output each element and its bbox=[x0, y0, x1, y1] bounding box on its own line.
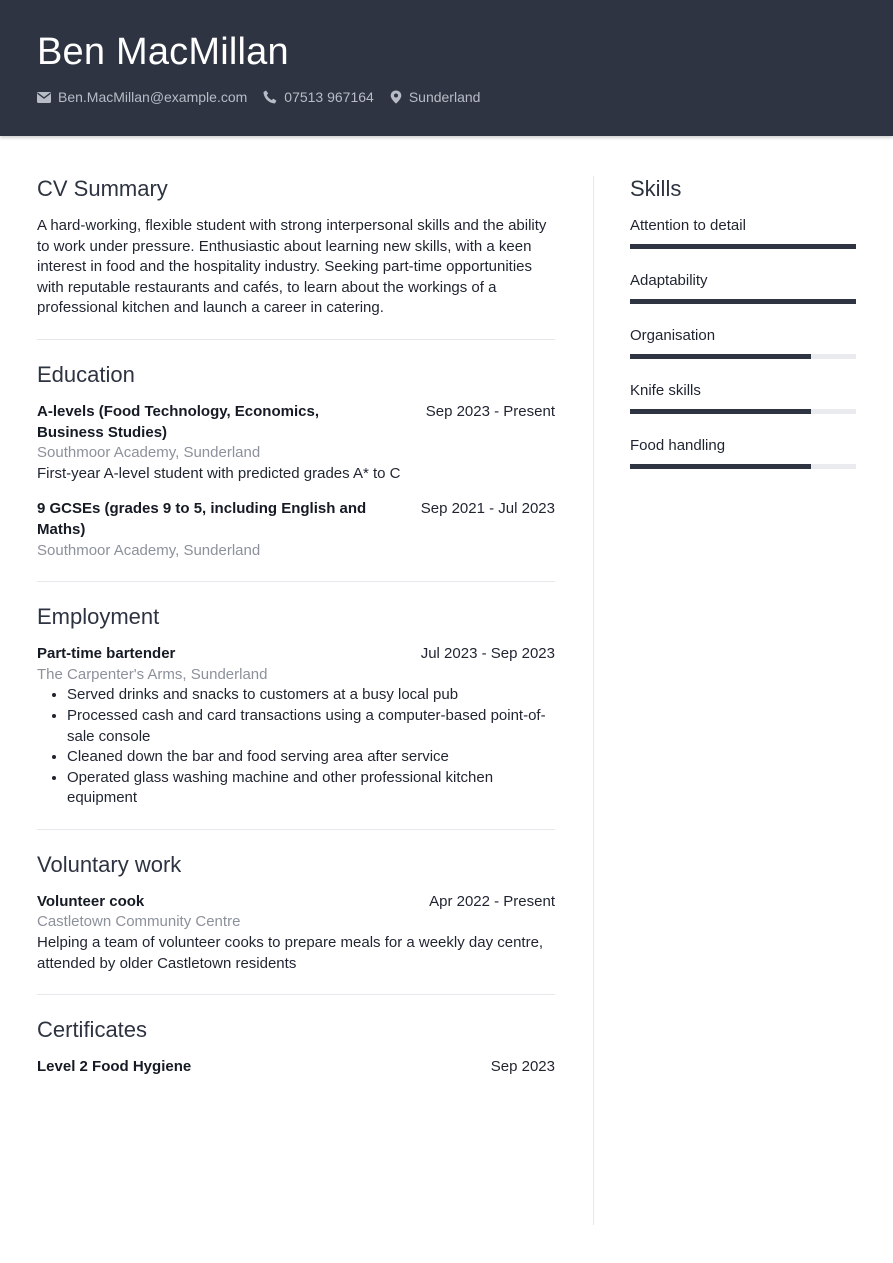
skill-name: Knife skills bbox=[630, 382, 701, 399]
location-text: Sunderland bbox=[408, 89, 481, 105]
voluntary-section bbox=[37, 852, 555, 995]
entry-title: Volunteer cook bbox=[37, 892, 145, 910]
entry-description: First-year A-level student with predicted grades A* to C bbox=[37, 464, 401, 482]
section-title: Skills bbox=[630, 176, 682, 201]
section-title: Employment bbox=[37, 604, 160, 630]
education-entry bbox=[37, 402, 555, 484]
skill-item bbox=[630, 271, 856, 304]
main-column bbox=[37, 176, 555, 1120]
skills-list bbox=[630, 216, 856, 469]
list-item: • Served drinks and snacks to customers at a busy local pub bbox=[67, 685, 555, 706]
skill-name: Attention to detail bbox=[630, 217, 746, 234]
skill-name: Food handling bbox=[630, 437, 726, 454]
skill-level-track bbox=[630, 409, 856, 414]
envelope-icon bbox=[37, 92, 51, 103]
skill-level-bar bbox=[630, 244, 856, 249]
entry-organisation: Southmoor Academy, Sunderland bbox=[37, 541, 261, 559]
contact-phone[interactable] bbox=[263, 89, 374, 105]
entry-organisation: Castletown Community Centre bbox=[37, 913, 241, 931]
column-divider bbox=[593, 176, 594, 1225]
email-text: Ben.MacMillan@example.com bbox=[58, 89, 248, 105]
education-section bbox=[37, 362, 555, 582]
candidate-name: Ben MacMillan bbox=[37, 31, 289, 73]
skill-level-track bbox=[630, 464, 856, 469]
skill-level-bar bbox=[630, 354, 811, 359]
contact-location bbox=[390, 89, 481, 105]
phone-icon bbox=[263, 90, 277, 104]
employment-entry bbox=[37, 644, 555, 809]
entry-title: A-levels (Food Technology, Economics, Business Studies) bbox=[37, 402, 319, 441]
skill-item bbox=[630, 436, 856, 469]
list-item: • Processed cash and card transactions using a computer-based point-of-sale console bbox=[67, 706, 555, 747]
contact-email[interactable] bbox=[37, 89, 247, 105]
entry-date: Sep 2023 - Present bbox=[425, 402, 555, 420]
employment-section bbox=[37, 604, 555, 830]
contact-info bbox=[37, 89, 496, 105]
section-title: Certificates bbox=[37, 1017, 148, 1043]
entry-title: Part-time bartender bbox=[37, 645, 176, 663]
phone-text: 07513 967164 bbox=[284, 89, 374, 105]
summary-section bbox=[37, 176, 555, 340]
entry-date: Sep 2021 - Jul 2023 bbox=[420, 500, 555, 518]
entry-date: Apr 2022 - Present bbox=[429, 892, 555, 910]
certificate-entry bbox=[37, 1057, 555, 1078]
list-item: • Cleaned down the bar and food serving area after service bbox=[67, 747, 555, 768]
voluntary-entry bbox=[37, 892, 555, 974]
map-pin-icon bbox=[390, 90, 402, 104]
duties-list bbox=[37, 685, 555, 809]
header bbox=[0, 0, 893, 136]
entry-description: Helping a team of volunteer cooks to prepare meals for a weekly day centre, attended by older Castletown residents bbox=[37, 934, 544, 972]
skill-level-bar bbox=[630, 299, 856, 304]
certificates-section bbox=[37, 1017, 555, 1098]
skill-level-bar bbox=[630, 464, 811, 469]
education-entry bbox=[37, 499, 555, 561]
skill-level-track bbox=[630, 354, 856, 359]
skill-item bbox=[630, 326, 856, 359]
skill-item bbox=[630, 381, 856, 414]
section-title: Voluntary work bbox=[37, 851, 182, 877]
entry-title: Level 2 Food Hygiene bbox=[37, 1058, 192, 1076]
skill-name: Adaptability bbox=[630, 272, 708, 289]
entry-organisation: The Carpenter's Arms, Sunderland bbox=[37, 665, 268, 683]
skills-column bbox=[630, 176, 856, 491]
skill-level-track bbox=[630, 244, 856, 249]
list-item: • Operated glass washing machine and other professional kitchen equipment bbox=[67, 768, 555, 809]
skill-level-bar bbox=[630, 409, 811, 414]
skill-level-track bbox=[630, 299, 856, 304]
entry-title: 9 GCSEs (grades 9 to 5, including English and Maths) bbox=[37, 500, 367, 538]
section-title: Education bbox=[37, 361, 135, 387]
section-title: CV Summary bbox=[37, 176, 168, 201]
skill-item bbox=[630, 216, 856, 249]
entry-organisation: Southmoor Academy, Sunderland bbox=[37, 444, 261, 462]
entry-date: Jul 2023 - Sep 2023 bbox=[420, 645, 555, 663]
summary-text: A hard-working, flexible student with strong interpersonal skills and the ability to work under pressure. Enthusiastic about learning new skills, with a keen interest in food and the hospitality industry. Seeking part-time opportunities with reputable restaurants and cafés, to learn about the workings of a professional kitchen and launch a career in catering. bbox=[37, 217, 547, 317]
entry-date: Sep 2023 bbox=[490, 1058, 555, 1076]
skill-name: Organisation bbox=[630, 327, 716, 344]
